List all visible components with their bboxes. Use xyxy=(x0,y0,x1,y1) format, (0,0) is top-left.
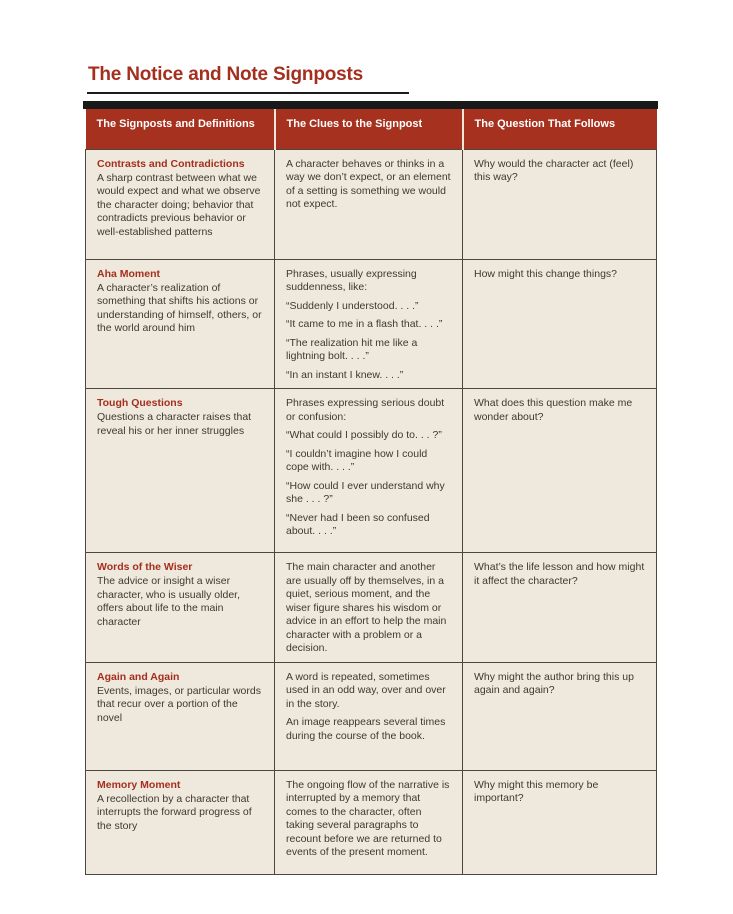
clue-example-phrase: “It came to me in a flash that. . . .” xyxy=(286,318,443,330)
signpost-name: Contrasts and Contradictions xyxy=(97,157,245,170)
clues-cell xyxy=(275,389,463,553)
table-top-bar xyxy=(83,101,658,109)
clue-example-phrase: “How could I ever understand why she . . . ?” xyxy=(286,479,445,505)
clue-paragraph: Phrases, usually expressing suddenness, like: xyxy=(286,267,417,293)
table-row-aha-moment xyxy=(86,259,657,389)
question-text: Why would the character act (feel) this way? xyxy=(474,157,634,183)
table-row-words-of-the-wiser xyxy=(86,553,657,663)
signpost-name: Memory Moment xyxy=(97,778,181,791)
signpost-definition: Events, images, or particular words that recur over a portion of the novel xyxy=(97,684,261,724)
table-row-again-and-again xyxy=(86,662,657,770)
definition-cell xyxy=(86,662,275,770)
clue-example-phrase: “In an instant I knew. . . .” xyxy=(286,368,404,381)
question-text: Why might this memory be important? xyxy=(474,778,599,804)
clue-example-phrase: “Never had I been so confused about. . . .” xyxy=(286,511,430,537)
clue-paragraph: Phrases expressing serious doubt or confusion: xyxy=(286,397,445,423)
signpost-name: Aha Moment xyxy=(97,267,160,280)
signpost-definition: A character’s realization of something that shifts his actions or understanding of himself, others, or the world around him xyxy=(97,281,262,334)
clue-example-phrase: “The realization hit me like a lightning bolt. . . .” xyxy=(286,336,418,362)
clues-cell xyxy=(275,259,463,389)
signposts-table xyxy=(85,101,656,875)
table-row-contrasts-and-contradictions xyxy=(86,149,657,259)
definition-cell xyxy=(86,149,275,259)
table-row-memory-moment xyxy=(86,770,657,874)
col-header-clues-to-the-signpost: The Clues to the Signpost xyxy=(275,109,463,149)
col-header-signposts-and-definitions: The Signposts and Definitions xyxy=(86,109,275,149)
signpost-definition: The advice or insight a wiser character, who is usually older, offers about life to the main character xyxy=(97,575,240,628)
clues-cell xyxy=(275,553,463,663)
table-row-tough-questions xyxy=(86,389,657,553)
question-text: Why might the author bring this up again and again? xyxy=(474,670,634,696)
clues-cell xyxy=(275,662,463,770)
title-underline xyxy=(87,92,409,94)
signposts-reference-table xyxy=(85,109,657,875)
col-header-question-that-follows: The Question That Follows xyxy=(463,109,657,149)
question-cell xyxy=(463,662,657,770)
definition-cell xyxy=(86,389,275,553)
clue-paragraph: The ongoing flow of the narrative is interrupted by a memory that comes to the character, often taking several paragraphs to recount before we are returned to events of the present moment. xyxy=(286,778,450,858)
clue-paragraph: The main character and another are usually off by themselves, in a quiet, serious moment, and the wiser figure shares his wisdom or advice in an effort to help the main character with a problem or a decision. xyxy=(286,561,447,654)
question-cell xyxy=(463,553,657,663)
question-cell xyxy=(463,389,657,553)
question-text: How might this change things? xyxy=(474,267,617,280)
definition-cell xyxy=(86,770,275,874)
definition-cell xyxy=(86,553,275,663)
clue-paragraph: A word is repeated, sometimes used in an odd way, over and over in the story. xyxy=(286,670,446,710)
definition-cell xyxy=(86,259,275,389)
table-header-row xyxy=(86,109,657,149)
signpost-name: Words of the Wiser xyxy=(97,561,193,573)
question-text: What does this question make me wonder about? xyxy=(474,397,633,423)
signpost-name: Tough Questions xyxy=(97,397,183,409)
page-title: The Notice and Note Signposts xyxy=(88,64,363,85)
clue-example-phrase: “Suddenly I understood. . . .” xyxy=(286,299,419,312)
signpost-definition: A recollection by a character that interrupts the forward progress of the story xyxy=(97,792,252,832)
question-text: What’s the life lesson and how might it affect the character? xyxy=(474,561,645,587)
clues-cell xyxy=(275,770,463,874)
question-cell xyxy=(463,149,657,259)
clue-example-phrase: “What could I possibly do to. . . ?” xyxy=(286,429,442,441)
signpost-name: Again and Again xyxy=(97,670,180,683)
signpost-definition: A sharp contrast between what we would expect and what we observe the character doing; behavior that contradicts previous behavior or well-established patterns xyxy=(97,171,261,238)
clue-example-phrase: “I couldn’t imagine how I could cope with. . . .” xyxy=(286,447,428,473)
clue-paragraph: A character behaves or thinks in a way we don’t expect, or an element of a setting is something we would not expect. xyxy=(286,157,451,210)
question-cell xyxy=(463,770,657,874)
clues-cell xyxy=(275,149,463,259)
signpost-definition: Questions a character raises that reveal his or her inner struggles xyxy=(97,411,252,437)
question-cell xyxy=(463,259,657,389)
clue-paragraph: An image reappears several times during the course of the book. xyxy=(286,716,446,742)
